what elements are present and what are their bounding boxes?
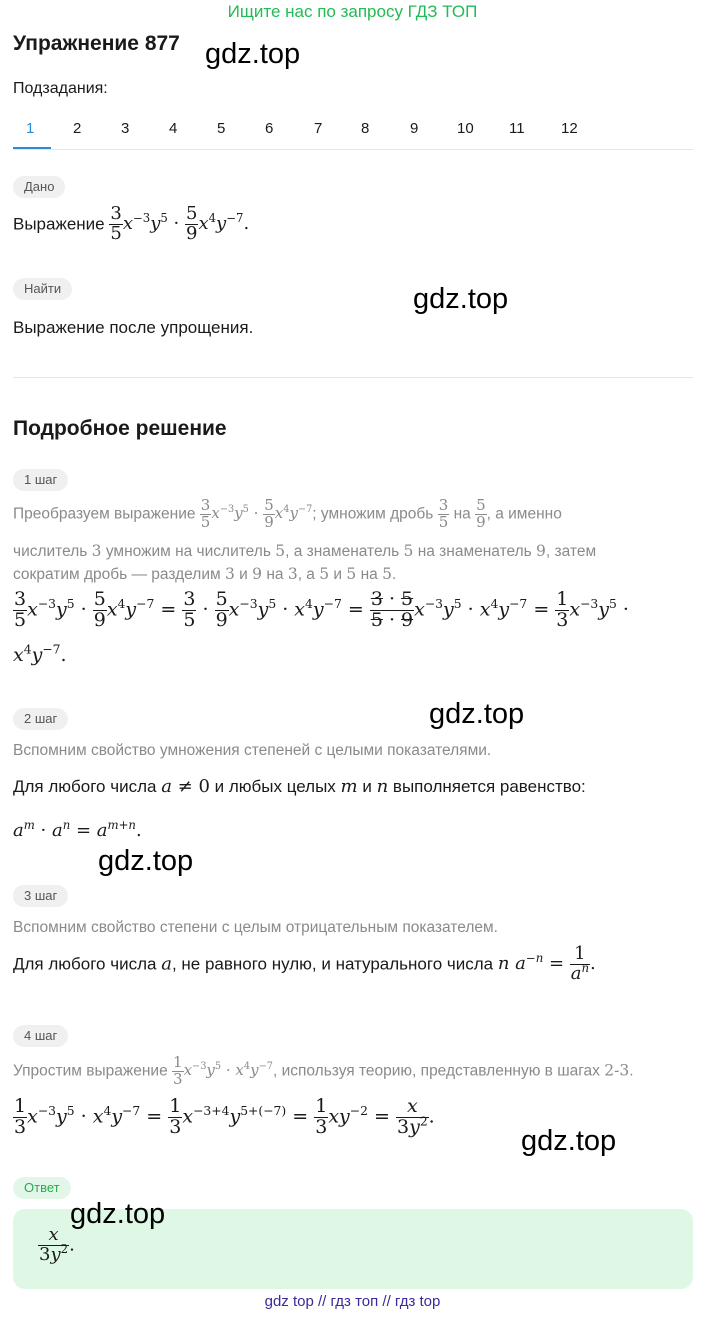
tab-6[interactable]: 6 [265, 120, 274, 137]
step-4-gray: Упростим выражение $\frac{1}{3}$ $x^{-3}y^5 \cdot x^4y^{-7}$, используя теорию, представленную в шагах 2-3. [13, 1053, 634, 1088]
step-4-equation: $\frac{1}{3}$ $x^{-3}y^5 \cdot x^4y^{-7}$ = $\frac{1}{3}$ $x^{-3+4}y^{5+(-7)}$ = $\frac{1}{3}$ $xy^{-2}$ = $\frac{x}{3y^2}$ . [14, 1095, 435, 1138]
watermark: gdz.top [70, 1198, 166, 1230]
subtasks-label: Подзадания: [13, 80, 108, 97]
tab-12[interactable]: 12 [561, 120, 578, 137]
tab-9[interactable]: 9 [410, 120, 419, 137]
step-3-chip: 3 шаг [13, 885, 68, 907]
find-chip: Найти [13, 278, 72, 300]
step-1-equation-cont: $x^4y^{-7}$. [13, 642, 67, 666]
step-2-formula: $a^m \cdot a^n = a^{m+n}$. [13, 817, 142, 841]
tab-2[interactable]: 2 [73, 120, 82, 137]
step-2-text: Для любого числа a ≠ 0 и любых целых m и n выполняется равенство: [13, 776, 586, 797]
subtask-tabs [13, 114, 693, 150]
step-2-gray: Вспомним свойство умножения степеней с целыми показателями. [13, 742, 492, 759]
step-2-chip: 2 шаг [13, 708, 68, 730]
tab-7[interactable]: 7 [314, 120, 323, 137]
search-banner[interactable]: Ищите нас по запросу ГДЗ ТОП [227, 2, 478, 21]
footer-links[interactable]: gdz top // гдз топ // гдз top [264, 1293, 441, 1310]
step-1-chip: 1 шаг [13, 469, 68, 491]
watermark: gdz.top [413, 283, 509, 315]
step-1-line-3: сократим дробь — разделим 3 и 9 на 3, а 5 и 5 на 5. [13, 565, 397, 583]
step-4-chip: 4 шаг [13, 1025, 68, 1047]
tab-3[interactable]: 3 [121, 120, 130, 137]
given-text: Выражение [13, 214, 105, 234]
step-3-text: Для любого числа a, не равного нулю, и натурального числа n $a^{-n}$ = $\frac{1}{a^n}$ . [13, 943, 596, 984]
solution-title: Подробное решение [13, 417, 227, 440]
find-text: Выражение после упрощения. [13, 318, 254, 337]
step-1-line-1: Преобразуем выражение $\frac{3}{5}$ $x^{-3}y^5$ · $\frac{5}{9}$ $x^4y^{-7}$; умножим дробь $\frac{3}{5}$ на $\frac{5}{9}$ , а именно [13, 496, 562, 531]
active-tab-indicator [13, 147, 51, 149]
tab-5[interactable]: 5 [217, 120, 226, 137]
page-title: Упражнение 877 [13, 32, 180, 55]
watermark: gdz.top [205, 38, 301, 70]
step-3-gray: Вспомним свойство степени с целым отрицательным показателем. [13, 919, 498, 936]
answer-formula: $\frac{x}{3y^2}$ . [39, 1224, 75, 1265]
section-divider [13, 377, 693, 378]
watermark: gdz.top [98, 845, 194, 877]
watermark: gdz.top [429, 698, 525, 730]
answer-chip: Ответ [13, 1177, 71, 1199]
step-1-equation: $\frac{3}{5}$ $x^{-3}y^5$ · $\frac{5}{9}$ $x^4y^{-7}$ = $\frac{3}{5}$ · $\frac{5}{9}$ $x^{-3}y^5 \cdot x^4y^{-7}$ = $\frac{3 \cdot 5}{5 \cdot 9}$ $x^{-3}y^5 \cdot x^4y^{-7}$ = $\frac{1}{3}$ $x^{-3}y^5$ · [14, 588, 629, 631]
step-1-line-2: числитель 3 умножим на числитель 5, а знаменатель 5 на знаменатель 9, затем [13, 542, 597, 560]
watermark: gdz.top [521, 1125, 617, 1157]
given-chip: Дано [13, 176, 65, 198]
tab-11[interactable]: 11 [509, 120, 525, 137]
tab-10[interactable]: 10 [457, 120, 474, 137]
tab-4[interactable]: 4 [169, 120, 178, 137]
tab-1[interactable]: 1 [26, 120, 35, 137]
tab-8[interactable]: 8 [361, 120, 370, 137]
given-expression: Выражение $\frac{3}{5}$ $x^{-3}y^5$ · $\frac{5}{9}$ $x^4y^{-7}$. [13, 203, 250, 244]
